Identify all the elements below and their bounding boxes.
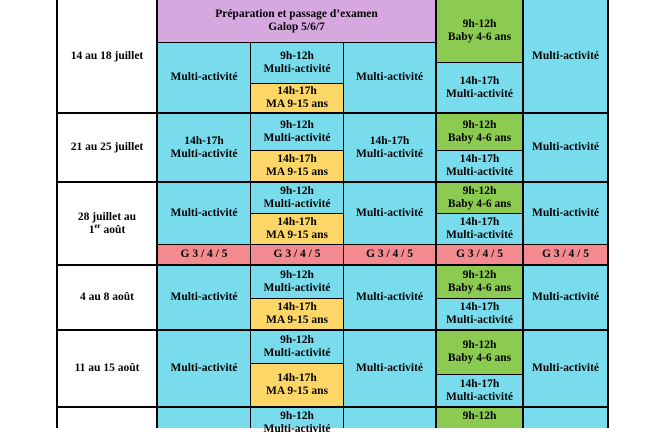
row-separator: [56, 329, 609, 331]
multi-slot-afternoon: [436, 298, 523, 330]
cell-divider: [436, 298, 523, 299]
time-label: 14h-17h: [459, 153, 500, 165]
time-label: 9h-12h: [462, 410, 497, 422]
time-label: 9h-12h: [280, 410, 314, 422]
ma-slot-morning: [251, 113, 343, 150]
galop-cell: [436, 244, 523, 265]
galop-label: G 3 / 4 / 5: [456, 248, 503, 260]
activity-label: Multi-activité: [355, 206, 424, 219]
multi-activite-cell: [523, 330, 608, 407]
activity-label: Multi-activité: [445, 314, 514, 326]
multi-activite-cell: [523, 0, 608, 113]
activity-label: Baby 4-6 ans: [447, 197, 512, 210]
cell-divider: [157, 42, 436, 43]
table-border: [250, 42, 251, 428]
galop-cell: [251, 244, 343, 265]
table-border: [435, 0, 437, 428]
activity-label: Multi-activité: [170, 206, 238, 219]
time-label: 14h-17h: [459, 301, 500, 313]
time-label: 14h-17h: [184, 134, 224, 147]
activity-label: Baby 4-6 ans: [447, 31, 512, 43]
date-cell-14-18-juillet: [57, 0, 157, 113]
galop-label: G 3 / 4 / 5: [542, 248, 589, 260]
activity-label: Multi-activité: [355, 71, 424, 83]
activity-label: MA 9-15 ans: [266, 314, 328, 326]
row-separator: [56, 406, 609, 408]
galop-label: G 3 / 4 / 5: [180, 248, 228, 260]
activity-label: MA 9-15 ans: [266, 166, 328, 178]
ma-slot-afternoon: [251, 363, 343, 407]
time-label: 9h-12h: [462, 118, 497, 131]
exam-subtitle: Galop 5/6/7: [268, 21, 325, 33]
time-label: 9h-12h: [280, 118, 314, 131]
activity-label: Baby 4-6 ans: [447, 352, 512, 364]
ma-slot-morning: [251, 42, 343, 83]
activity-label: Multi-activité: [445, 87, 514, 100]
cell-divider: [436, 62, 523, 63]
activity-label: Multi-activité: [263, 197, 331, 210]
date-cell-11-15-aout: [57, 330, 157, 407]
multi-activite-cell: [157, 42, 251, 113]
date-cell-4-8-aout: [57, 265, 157, 330]
time-label: 14h-17h: [277, 372, 317, 384]
time-label: 14h-17h: [277, 85, 317, 97]
activity-label: MA 9-15 ans: [266, 98, 328, 110]
multi-activite-cell: [343, 265, 436, 330]
ma-slot-morning: [251, 265, 343, 298]
multi-slot-afternoon: [343, 113, 436, 182]
row-separator: [56, 181, 609, 183]
cell-divider: [251, 213, 343, 214]
galop-cell: [523, 244, 608, 265]
baby-slot-morning: [436, 407, 523, 428]
baby-slot-morning: [436, 113, 523, 150]
activity-label: MA 9-15 ans: [266, 228, 328, 241]
table-border: [607, 0, 609, 428]
activity-label: Multi-activité: [531, 141, 600, 153]
activity-label: Multi-activité: [263, 281, 331, 294]
date-label: 28 juillet au: [77, 210, 137, 223]
baby-slot-morning: [436, 330, 523, 374]
activity-label: Multi-activité: [531, 206, 600, 219]
activity-label: Multi-activité: [170, 362, 238, 374]
activity-label: Multi-activité: [263, 423, 331, 435]
activity-label: Multi-activité: [531, 291, 600, 303]
time-label: 9h-12h: [280, 268, 314, 281]
cell-divider: [251, 298, 343, 299]
activity-label: Multi-activité: [170, 291, 238, 303]
galop-cell: [343, 244, 436, 265]
activity-label: Multi-activité: [170, 147, 238, 160]
activity-label: Multi-activité: [531, 50, 600, 62]
activity-label: Multi-activité: [355, 362, 424, 374]
ma-slot-morning: [251, 330, 343, 363]
time-label: 14h-17h: [277, 153, 317, 165]
time-label: 9h-12h: [280, 333, 314, 346]
multi-slot-afternoon: [436, 213, 523, 244]
time-label: 14h-17h: [459, 377, 500, 390]
multi-slot-afternoon: [157, 113, 251, 182]
multi-slot-afternoon: [436, 150, 523, 182]
date-cell-21-25-juillet: [57, 113, 157, 182]
time-label: 9h-12h: [280, 184, 314, 197]
activity-label: Baby 4-6 ans: [447, 281, 512, 294]
baby-slot-morning: [436, 0, 523, 62]
multi-activite-cell: [523, 182, 608, 244]
activity-label: Multi-activité: [445, 166, 514, 178]
ma-slot-afternoon: [251, 150, 343, 182]
multi-activite-cell: [157, 407, 251, 428]
multi-activite-cell: [343, 330, 436, 407]
time-label: 14h-17h: [277, 301, 317, 313]
cell-divider: [157, 244, 608, 245]
activity-label: Multi-activité: [445, 390, 514, 403]
row-separator: [56, 264, 609, 266]
activity-label: Multi-activité: [170, 71, 238, 83]
time-label: 14h-17h: [459, 215, 500, 228]
multi-slot-afternoon: [436, 374, 523, 407]
multi-activite-cell: [343, 42, 436, 113]
ma-slot-afternoon: [251, 298, 343, 330]
date-label-line2: 1er août: [88, 221, 126, 236]
date-label: 4 au 8 août: [80, 291, 134, 303]
ma-slot-morning: [251, 407, 343, 435]
cell-divider: [436, 150, 523, 151]
date-label: 11 au 15 août: [74, 362, 140, 374]
time-label: 14h-17h: [277, 215, 317, 228]
date-label: 21 au 25 juillet: [70, 141, 144, 153]
multi-activite-cell: [343, 182, 436, 244]
multi-activite-cell: [157, 330, 251, 407]
multi-activite-cell: [523, 407, 608, 428]
table-border: [156, 0, 158, 428]
exam-title: Préparation et passage d’examen: [215, 8, 378, 20]
activity-label: Multi-activité: [263, 62, 331, 75]
date-cell-28-juillet-1-aout: [57, 182, 157, 265]
cell-divider: [436, 213, 523, 214]
exam-prep-banner: [157, 0, 436, 42]
time-label: 9h-12h: [280, 49, 314, 62]
activity-label: Multi-activité: [263, 131, 331, 144]
time-label: 9h-12h: [462, 184, 497, 197]
galop-label: G 3 / 4 / 5: [366, 248, 413, 260]
baby-slot-morning: [436, 265, 523, 298]
activity-label: Multi-activité: [355, 291, 424, 303]
time-label: 9h-12h: [462, 268, 497, 281]
galop-cell: [157, 244, 251, 265]
activity-label: Multi-activité: [263, 346, 331, 359]
time-label: 9h-12h: [462, 339, 497, 351]
row-separator: [56, 112, 609, 114]
activity-label: Baby 4-6 ans: [447, 131, 512, 144]
multi-activite-cell: [523, 113, 608, 182]
time-label: 14h-17h: [369, 134, 410, 147]
activity-label: Multi-activité: [355, 147, 424, 160]
cell-divider: [251, 150, 343, 151]
multi-slot-afternoon: [436, 62, 523, 113]
time-label: 14h-17h: [459, 74, 500, 87]
ma-slot-afternoon: [251, 83, 343, 113]
date-cell-partial: [57, 407, 157, 428]
table-border: [56, 0, 58, 428]
activity-label: MA 9-15 ans: [266, 385, 328, 397]
activity-label: Multi-activité: [531, 362, 600, 374]
ma-slot-afternoon: [251, 213, 343, 244]
multi-activite-cell: [523, 265, 608, 330]
cell-divider: [251, 363, 343, 364]
activity-label: Multi-activité: [445, 228, 514, 241]
table-border: [522, 0, 524, 428]
cell-divider: [436, 374, 523, 375]
multi-activite-cell: [343, 407, 436, 428]
time-label: 9h-12h: [462, 18, 497, 30]
ma-slot-morning: [251, 182, 343, 213]
multi-activite-cell: [157, 265, 251, 330]
date-label: 14 au 18 juillet: [70, 50, 144, 62]
multi-activite-cell: [157, 182, 251, 244]
table-border: [343, 42, 344, 428]
baby-slot-morning: [436, 182, 523, 213]
galop-label: G 3 / 4 / 5: [273, 248, 321, 260]
cell-divider: [251, 83, 343, 84]
